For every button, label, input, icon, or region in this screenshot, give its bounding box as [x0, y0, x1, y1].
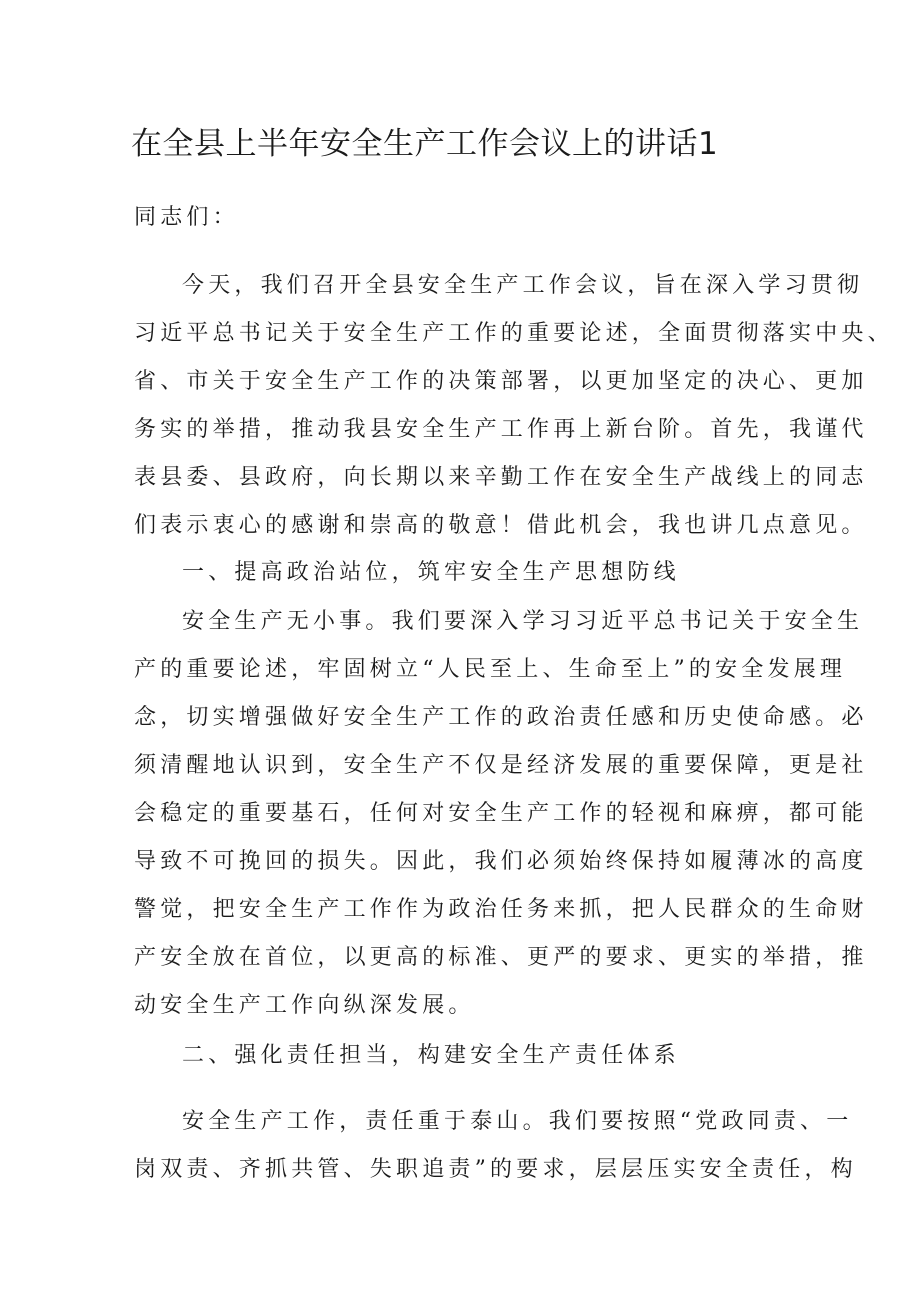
text-line: 省、市关于安全生产工作的决策部署，以更加坚定的决心、更加 [134, 369, 868, 394]
text-line: 务实的举措，推动我县安全生产工作再上新台阶。首先，我谨代 [134, 417, 868, 442]
section-2-paragraph [134, 1098, 857, 1194]
section-heading-2 [134, 1032, 796, 1080]
text-line: 会稳定的重要基石，任何对安全生产工作的轻视和麻痹，都可能 [134, 801, 868, 826]
heading-text: 一、提高政治站位，筑牢安全生产思想防线 [182, 560, 680, 585]
text-line: 导致不可挽回的损失。因此，我们必须始终保持如履薄冰的高度 [134, 849, 868, 874]
section-heading-1 [134, 549, 796, 597]
text-line: 安全生产工作，责任重于泰山。我们要按照“党政同责、一 [182, 1109, 853, 1134]
text-line: 须清醒地认识到，安全生产不仅是经济发展的重要保障，更是社 [134, 753, 868, 778]
text-line: 念，切实增强做好安全生产工作的政治责任感和历史使命感。必 [134, 705, 868, 730]
text-line: 安全生产无小事。我们要深入学习习近平总书记关于安全生 [182, 609, 864, 634]
text-line: 动安全生产工作向纵深发展。 [134, 993, 475, 1018]
text-line: 表县委、县政府，向长期以来辛勤工作在安全生产战线上的同志 [134, 465, 868, 490]
section-1-paragraph [134, 598, 868, 1030]
document-title: 在全县上半年安全生产工作会议上的讲话1 [131, 126, 719, 162]
text-line: 警觉，把安全生产工作作为政治任务来抓，把人民群众的生命财 [134, 897, 868, 922]
text-line: 习近平总书记关于安全生产工作的重要论述，全面贯彻落实中央、 [134, 321, 894, 346]
salutation [134, 194, 796, 242]
intro-paragraph [134, 262, 894, 550]
text-line: 岗双责、齐抓共管、失职追责”的要求，层层压实安全责任，构 [134, 1157, 857, 1182]
text-line: 们表示衷心的感谢和崇高的敬意！借此机会，我也讲几点意见。 [134, 513, 868, 538]
text-line: 产安全放在首位，以更高的标准、更严的要求、更实的举措，推 [134, 945, 868, 970]
salutation-text: 同志们： [134, 205, 239, 230]
heading-text: 二、强化责任担当，构建安全生产责任体系 [182, 1043, 680, 1068]
text-line: 产的重要论述，牢固树立“人民至上、生命至上”的安全发展理 [134, 657, 847, 682]
text-line: 今天，我们召开全县安全生产工作会议，旨在深入学习贯彻 [182, 273, 864, 298]
